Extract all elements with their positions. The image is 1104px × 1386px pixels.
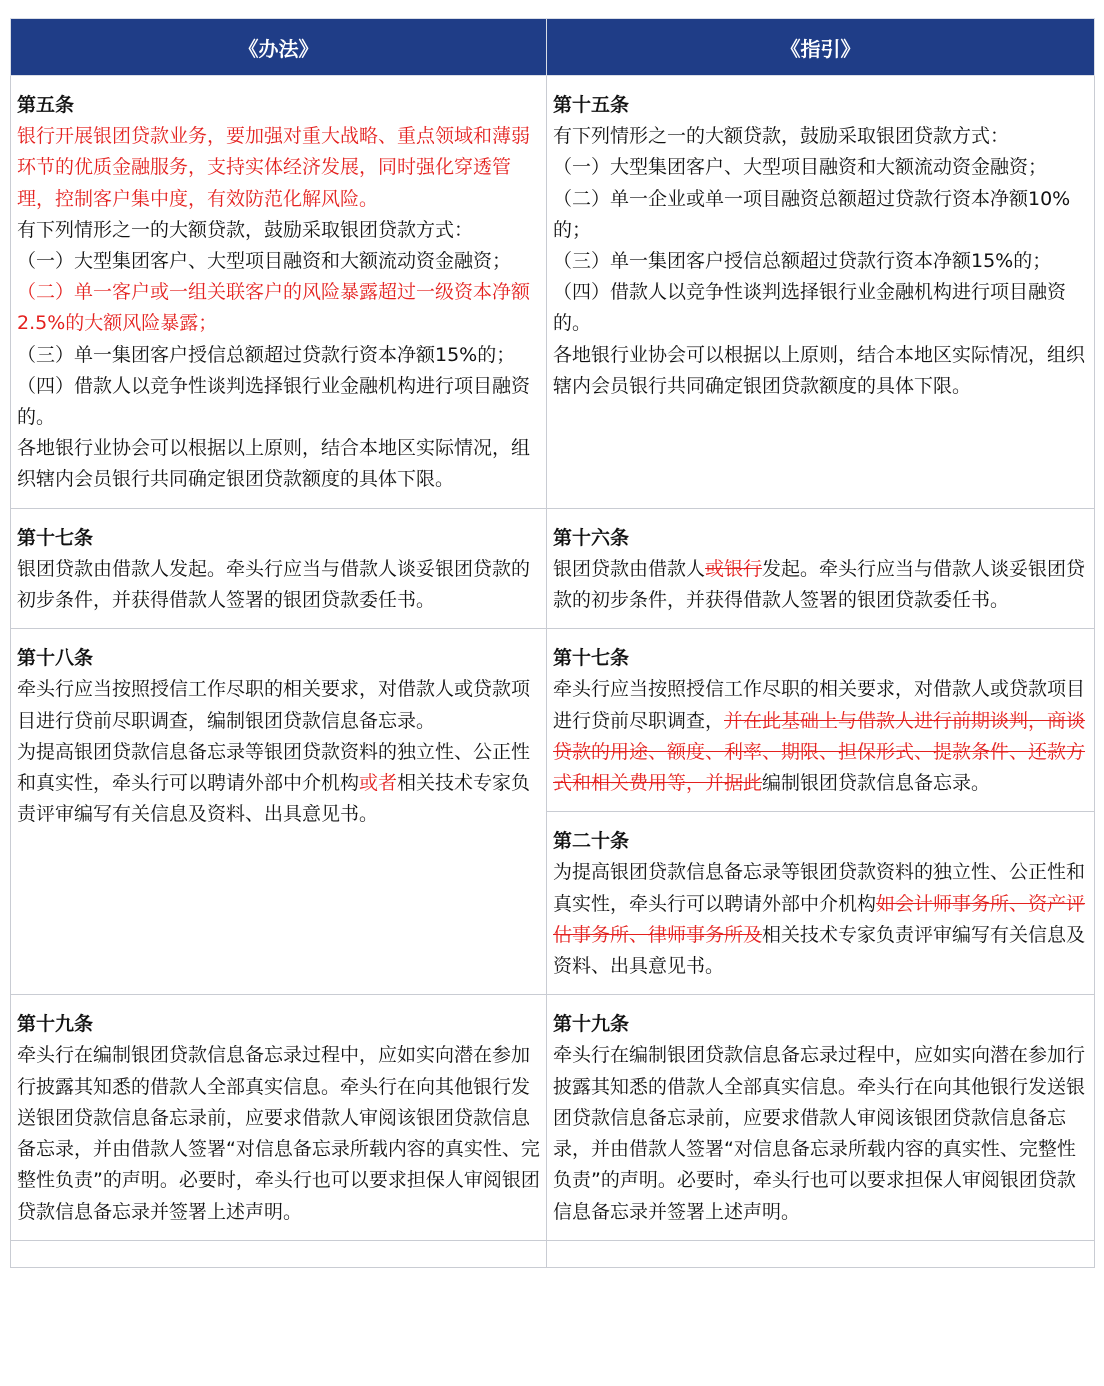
article-paragraph bbox=[17, 737, 540, 831]
paragraph-text: （二）单一企业或单一项目融资总额超过贷款行资本净额10%的； bbox=[553, 187, 1071, 241]
paragraph-text: （三）单一集团客户授信总额超过贷款行资本净额15%的； bbox=[17, 343, 516, 366]
paragraph-text: 相关技术专家负责评审编写有关信息及资料、出具意见书。 bbox=[553, 923, 1086, 978]
added-text: 或者 bbox=[359, 772, 398, 795]
table-body bbox=[11, 76, 1095, 1268]
article-paragraph bbox=[17, 554, 540, 616]
banfa-cell bbox=[11, 1240, 547, 1267]
zhiyin-cell bbox=[547, 995, 1095, 1240]
article-paragraph bbox=[17, 121, 540, 215]
article-paragraph bbox=[553, 674, 1088, 799]
table-row bbox=[11, 76, 1095, 509]
article-paragraph bbox=[17, 246, 540, 277]
paragraph-text: 有下列情形之一的大额贷款，鼓励采取银团贷款方式： bbox=[553, 125, 1010, 148]
article-heading: 第十六条 bbox=[553, 526, 630, 549]
article-paragraph bbox=[553, 340, 1088, 402]
paragraph-text: （一）大型集团客户、大型项目融资和大额流动资金融资； bbox=[553, 156, 1048, 179]
article-heading: 第十九条 bbox=[553, 1013, 630, 1036]
article-heading: 第五条 bbox=[17, 94, 75, 116]
paragraph-text: 牵头行在编制银团贷款信息备忘录过程中，应如实向潜在参加行披露其知悉的借款人全部真实信息。牵头行在向其他银行发送银团贷款信息备忘录前，应要求借款人审阅该银团贷款信息备忘录，并由借款人签署“对信息备忘录所载内容的真实性、完整性负责”的声明。必要时，牵头行也可以要求担保人审阅银团贷款信息备忘录并签署上述声明。 bbox=[17, 1044, 540, 1223]
paragraph-text: 各地银行业协会可以根据以上原则，结合本地区实际情况，组织辖内会员银行共同确定银团贷款额度的具体下限。 bbox=[553, 343, 1086, 397]
article-paragraph bbox=[553, 184, 1088, 246]
added-text: 银行开展银团贷款业务，要加强对重大战略、重点领域和薄弱环节的优质金融服务，支持实体经济发展，同时强化穿透管理，控制客户集中度，有效防范化解风险。 bbox=[17, 125, 531, 210]
deleted-text: 或银行 bbox=[705, 557, 763, 580]
article-paragraph bbox=[17, 674, 540, 736]
article-paragraph bbox=[17, 433, 540, 495]
zhiyin-cell bbox=[547, 508, 1095, 629]
paragraph-text: 为提高银团贷款信息备忘录等银团贷款资料的独立性、公正性和真实性，牵头行可以聘请外部中介机构 bbox=[553, 861, 1086, 915]
banfa-cell bbox=[11, 629, 547, 995]
table-header-row bbox=[11, 19, 1095, 76]
paragraph-text: 有下列情形之一的大额贷款，鼓励采取银团贷款方式： bbox=[17, 218, 474, 241]
paragraph-text: 牵头行应当按照授信工作尽职的相关要求，对借款人或贷款项目进行贷前尽职调查，编制银团贷款信息备忘录。 bbox=[17, 678, 531, 732]
article-paragraph bbox=[17, 371, 540, 433]
article-heading: 第二十条 bbox=[553, 830, 630, 853]
zhiyin-cell bbox=[547, 1240, 1095, 1267]
paragraph-text: 发起。牵头行应当与借款人谈妥银团贷款的初步条件，并获得借款人签署的银团贷款委任书。 bbox=[553, 557, 1086, 612]
banfa-cell bbox=[11, 76, 547, 509]
paragraph-text: 牵头行应当按照授信工作尽职的相关要求，对借款人或贷款项目进行贷前尽职调查， bbox=[553, 678, 1086, 732]
article-paragraph bbox=[17, 1040, 540, 1227]
article-paragraph bbox=[553, 152, 1088, 183]
zhiyin-cell bbox=[547, 629, 1095, 812]
article-paragraph bbox=[17, 340, 540, 371]
deleted-text: 如会计师事务所、资产评估事务所、律师事务所及 bbox=[553, 892, 1086, 946]
article-heading: 第十七条 bbox=[553, 647, 630, 670]
article-paragraph bbox=[553, 246, 1088, 277]
deleted-text: 并在此基础上与借款人进行前期谈判，商谈贷款的用途、额度、利率、期限、担保形式、提款条件、还款方式和相关费用等，并据此 bbox=[553, 709, 1086, 795]
article-paragraph bbox=[553, 121, 1088, 152]
article-paragraph bbox=[17, 215, 540, 246]
zhiyin-cell bbox=[547, 812, 1095, 995]
article-paragraph bbox=[553, 857, 1088, 982]
added-text: （二）单一客户或一组关联客户的风险暴露超过一级资本净额2.5%的大额风险暴露； bbox=[17, 281, 531, 335]
article-paragraph bbox=[17, 277, 540, 339]
article-heading: 第十七条 bbox=[17, 526, 94, 549]
paragraph-text: 银团贷款由借款人发起。牵头行应当与借款人谈妥银团贷款的初步条件，并获得借款人签署的银团贷款委任书。 bbox=[17, 557, 531, 612]
paragraph-text: （四）借款人以竞争性谈判选择银行业金融机构进行项目融资的。 bbox=[553, 281, 1067, 335]
paragraph-text: 相关技术专家负责评审编写有关信息及资料、出具意见书。 bbox=[17, 772, 531, 826]
paragraph-text: 为提高银团贷款信息备忘录等银团贷款资料的独立性、公正性和真实性，牵头行可以聘请外部中介机构 bbox=[17, 740, 531, 795]
comparison-table bbox=[10, 18, 1095, 1268]
paragraph-text: 银团贷款由借款人 bbox=[553, 557, 706, 580]
header-right: 《指引》 bbox=[547, 19, 1095, 76]
table-row bbox=[11, 995, 1095, 1240]
article-paragraph bbox=[553, 554, 1088, 616]
article-heading: 第十九条 bbox=[17, 1013, 94, 1036]
article-heading: 第十八条 bbox=[17, 647, 94, 670]
zhiyin-cell bbox=[547, 76, 1095, 509]
article-paragraph bbox=[553, 277, 1088, 339]
article-paragraph bbox=[553, 1040, 1088, 1227]
paragraph-text: （四）借款人以竞争性谈判选择银行业金融机构进行项目融资的。 bbox=[17, 374, 531, 429]
paragraph-text: 牵头行在编制银团贷款信息备忘录过程中，应如实向潜在参加行披露其知悉的借款人全部真实信息。牵头行在向其他银行发送银团贷款信息备忘录前，应要求借款人审阅该银团贷款信息备忘录，并由借款人签署“对信息备忘录所载内容的真实性、完整性负责”的声明。必要时，牵头行也可以要求担保人审阅银团贷款信息备忘录并签署上述声明。 bbox=[553, 1044, 1086, 1223]
comparison-container bbox=[10, 18, 1094, 1268]
paragraph-text: （一）大型集团客户、大型项目融资和大额流动资金融资； bbox=[17, 250, 512, 273]
header-left: 《办法》 bbox=[11, 19, 547, 76]
paragraph-text: 各地银行业协会可以根据以上原则，结合本地区实际情况，组织辖内会员银行共同确定银团贷款额度的具体下限。 bbox=[17, 437, 531, 491]
table-row bbox=[11, 508, 1095, 629]
table-row bbox=[11, 629, 1095, 812]
table-row bbox=[11, 1240, 1095, 1267]
banfa-cell bbox=[11, 508, 547, 629]
paragraph-text: （三）单一集团客户授信总额超过贷款行资本净额15%的； bbox=[553, 250, 1052, 273]
article-heading: 第十五条 bbox=[553, 94, 630, 116]
paragraph-text: 编制银团贷款信息备忘录。 bbox=[762, 772, 991, 795]
banfa-cell bbox=[11, 995, 547, 1240]
